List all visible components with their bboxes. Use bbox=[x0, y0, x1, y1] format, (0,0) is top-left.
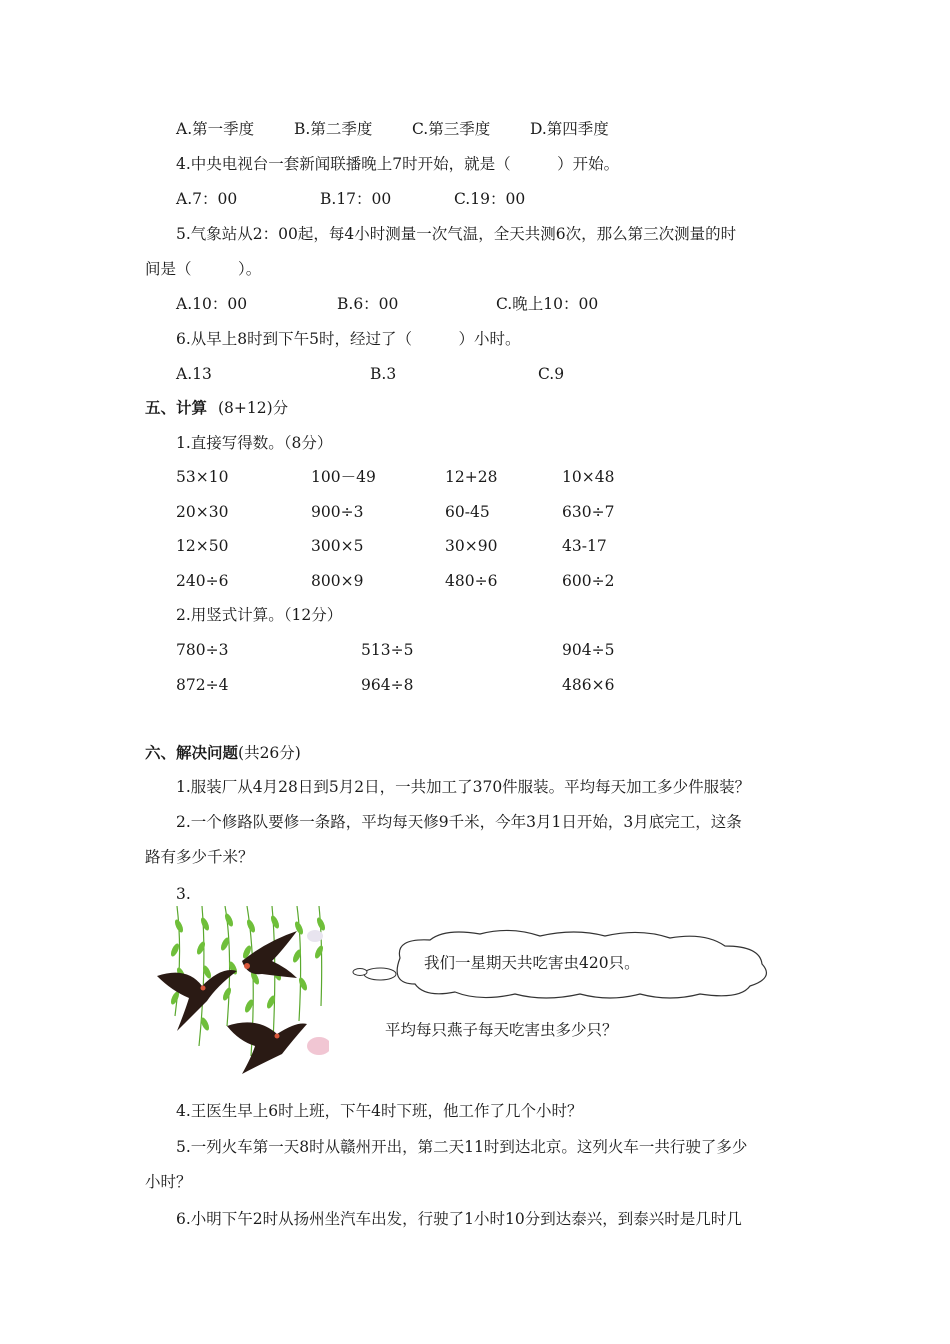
problem-5-line1: 5.一列火车第一天8时从赣州开出，第二天11时到达北京。这列火车一共行驶了多少 bbox=[176, 1138, 748, 1156]
problem-2-line2: 路有多少千米？ bbox=[145, 848, 254, 866]
calc-cell: 513÷5 bbox=[361, 641, 414, 659]
q5-line1: 5.气象站从2：00起，每4小时测量一次气温，全天共测6次，那么第三次测量的时 bbox=[176, 225, 737, 243]
section5-part2-title: 2.用竖式计算。（12分） bbox=[176, 606, 343, 624]
calc-cell: 43-17 bbox=[562, 537, 607, 555]
calc-cell: 486×6 bbox=[562, 676, 615, 694]
calc-cell: 12+28 bbox=[445, 468, 498, 486]
q6-option-b: B.3 bbox=[370, 365, 397, 383]
section6-title: 六、解决问题 bbox=[145, 743, 239, 762]
problem-3-label: 3. bbox=[176, 885, 191, 903]
problem-3-question: 平均每只燕子每天吃害虫多少只？ bbox=[385, 1021, 618, 1039]
problem-1: 1.服装厂从4月28日到5月2日，一共加工了370件服装。平均每天加工多少件服装？ bbox=[176, 778, 751, 796]
swallows-willow-illustration bbox=[147, 906, 329, 1076]
q5-line2: 间是（ ）。 bbox=[145, 260, 262, 278]
q3-option-d: D.第四季度 bbox=[530, 120, 609, 138]
calc-cell: 480÷6 bbox=[445, 572, 498, 590]
calc-cell: 53×10 bbox=[176, 468, 229, 486]
calc-cell: 60-45 bbox=[445, 503, 490, 521]
q3-option-b: B.第二季度 bbox=[294, 120, 373, 138]
problem-2-line1: 2.一个修路队要修一条路，平均每天修9千米，今年3月1日开始，3月底完工，这条 bbox=[176, 813, 742, 831]
section6-score: (共26分) bbox=[238, 744, 301, 762]
calc-cell: 630÷7 bbox=[562, 503, 615, 521]
calc-cell: 240÷6 bbox=[176, 572, 229, 590]
calc-cell: 780÷3 bbox=[176, 641, 229, 659]
q6-option-a: A.13 bbox=[176, 365, 212, 383]
calc-cell: 12×50 bbox=[176, 537, 229, 555]
calc-cell: 300×5 bbox=[311, 537, 364, 555]
speech-cloud-text: 我们一星期天共吃害虫420只。 bbox=[424, 954, 640, 972]
calc-cell: 904÷5 bbox=[562, 641, 615, 659]
section5-part1-title: 1.直接写得数。（8分） bbox=[176, 434, 333, 452]
problem-6: 6.小明下午2时从扬州坐汽车出发，行驶了1小时10分到达泰兴，到泰兴时是几时几 bbox=[176, 1210, 742, 1228]
q5-option-c: C.晚上10：00 bbox=[496, 295, 599, 313]
calc-cell: 900÷3 bbox=[311, 503, 364, 521]
q4-text: 4.中央电视台一套新闻联播晚上7时开始，就是（ ）开始。 bbox=[176, 155, 620, 173]
calc-cell: 600÷2 bbox=[562, 572, 615, 590]
calc-cell: 30×90 bbox=[445, 537, 498, 555]
problem-5-line2: 小时？ bbox=[145, 1173, 192, 1191]
q6-option-c: C.9 bbox=[538, 365, 565, 383]
q4-option-b: B.17：00 bbox=[320, 190, 392, 208]
q4-option-a: A.7：00 bbox=[176, 190, 238, 208]
section5-heading bbox=[145, 398, 288, 418]
calc-cell: 872÷4 bbox=[176, 676, 229, 694]
problem-4: 4.王医生早上6时上班，下午4时下班，他工作了几个小时？ bbox=[176, 1102, 583, 1120]
calc-cell: 800×9 bbox=[311, 572, 364, 590]
q6-text: 6.从早上8时到下午5时，经过了（ ）小时。 bbox=[176, 330, 521, 348]
q5-option-b: B.6：00 bbox=[337, 295, 399, 313]
section5-score: (8+12)分 bbox=[217, 399, 289, 417]
calc-cell: 20×30 bbox=[176, 503, 229, 521]
calc-cell: 964÷8 bbox=[361, 676, 414, 694]
q3-option-c: C.第三季度 bbox=[412, 120, 491, 138]
q5-option-a: A.10：00 bbox=[176, 295, 248, 313]
q3-option-a: A.第一季度 bbox=[176, 120, 255, 138]
section6-heading bbox=[145, 743, 301, 763]
calc-cell: 100－49 bbox=[311, 468, 376, 486]
q4-option-c: C.19：00 bbox=[454, 190, 526, 208]
calc-cell: 10×48 bbox=[562, 468, 615, 486]
section5-title: 五、计算 bbox=[145, 398, 208, 417]
